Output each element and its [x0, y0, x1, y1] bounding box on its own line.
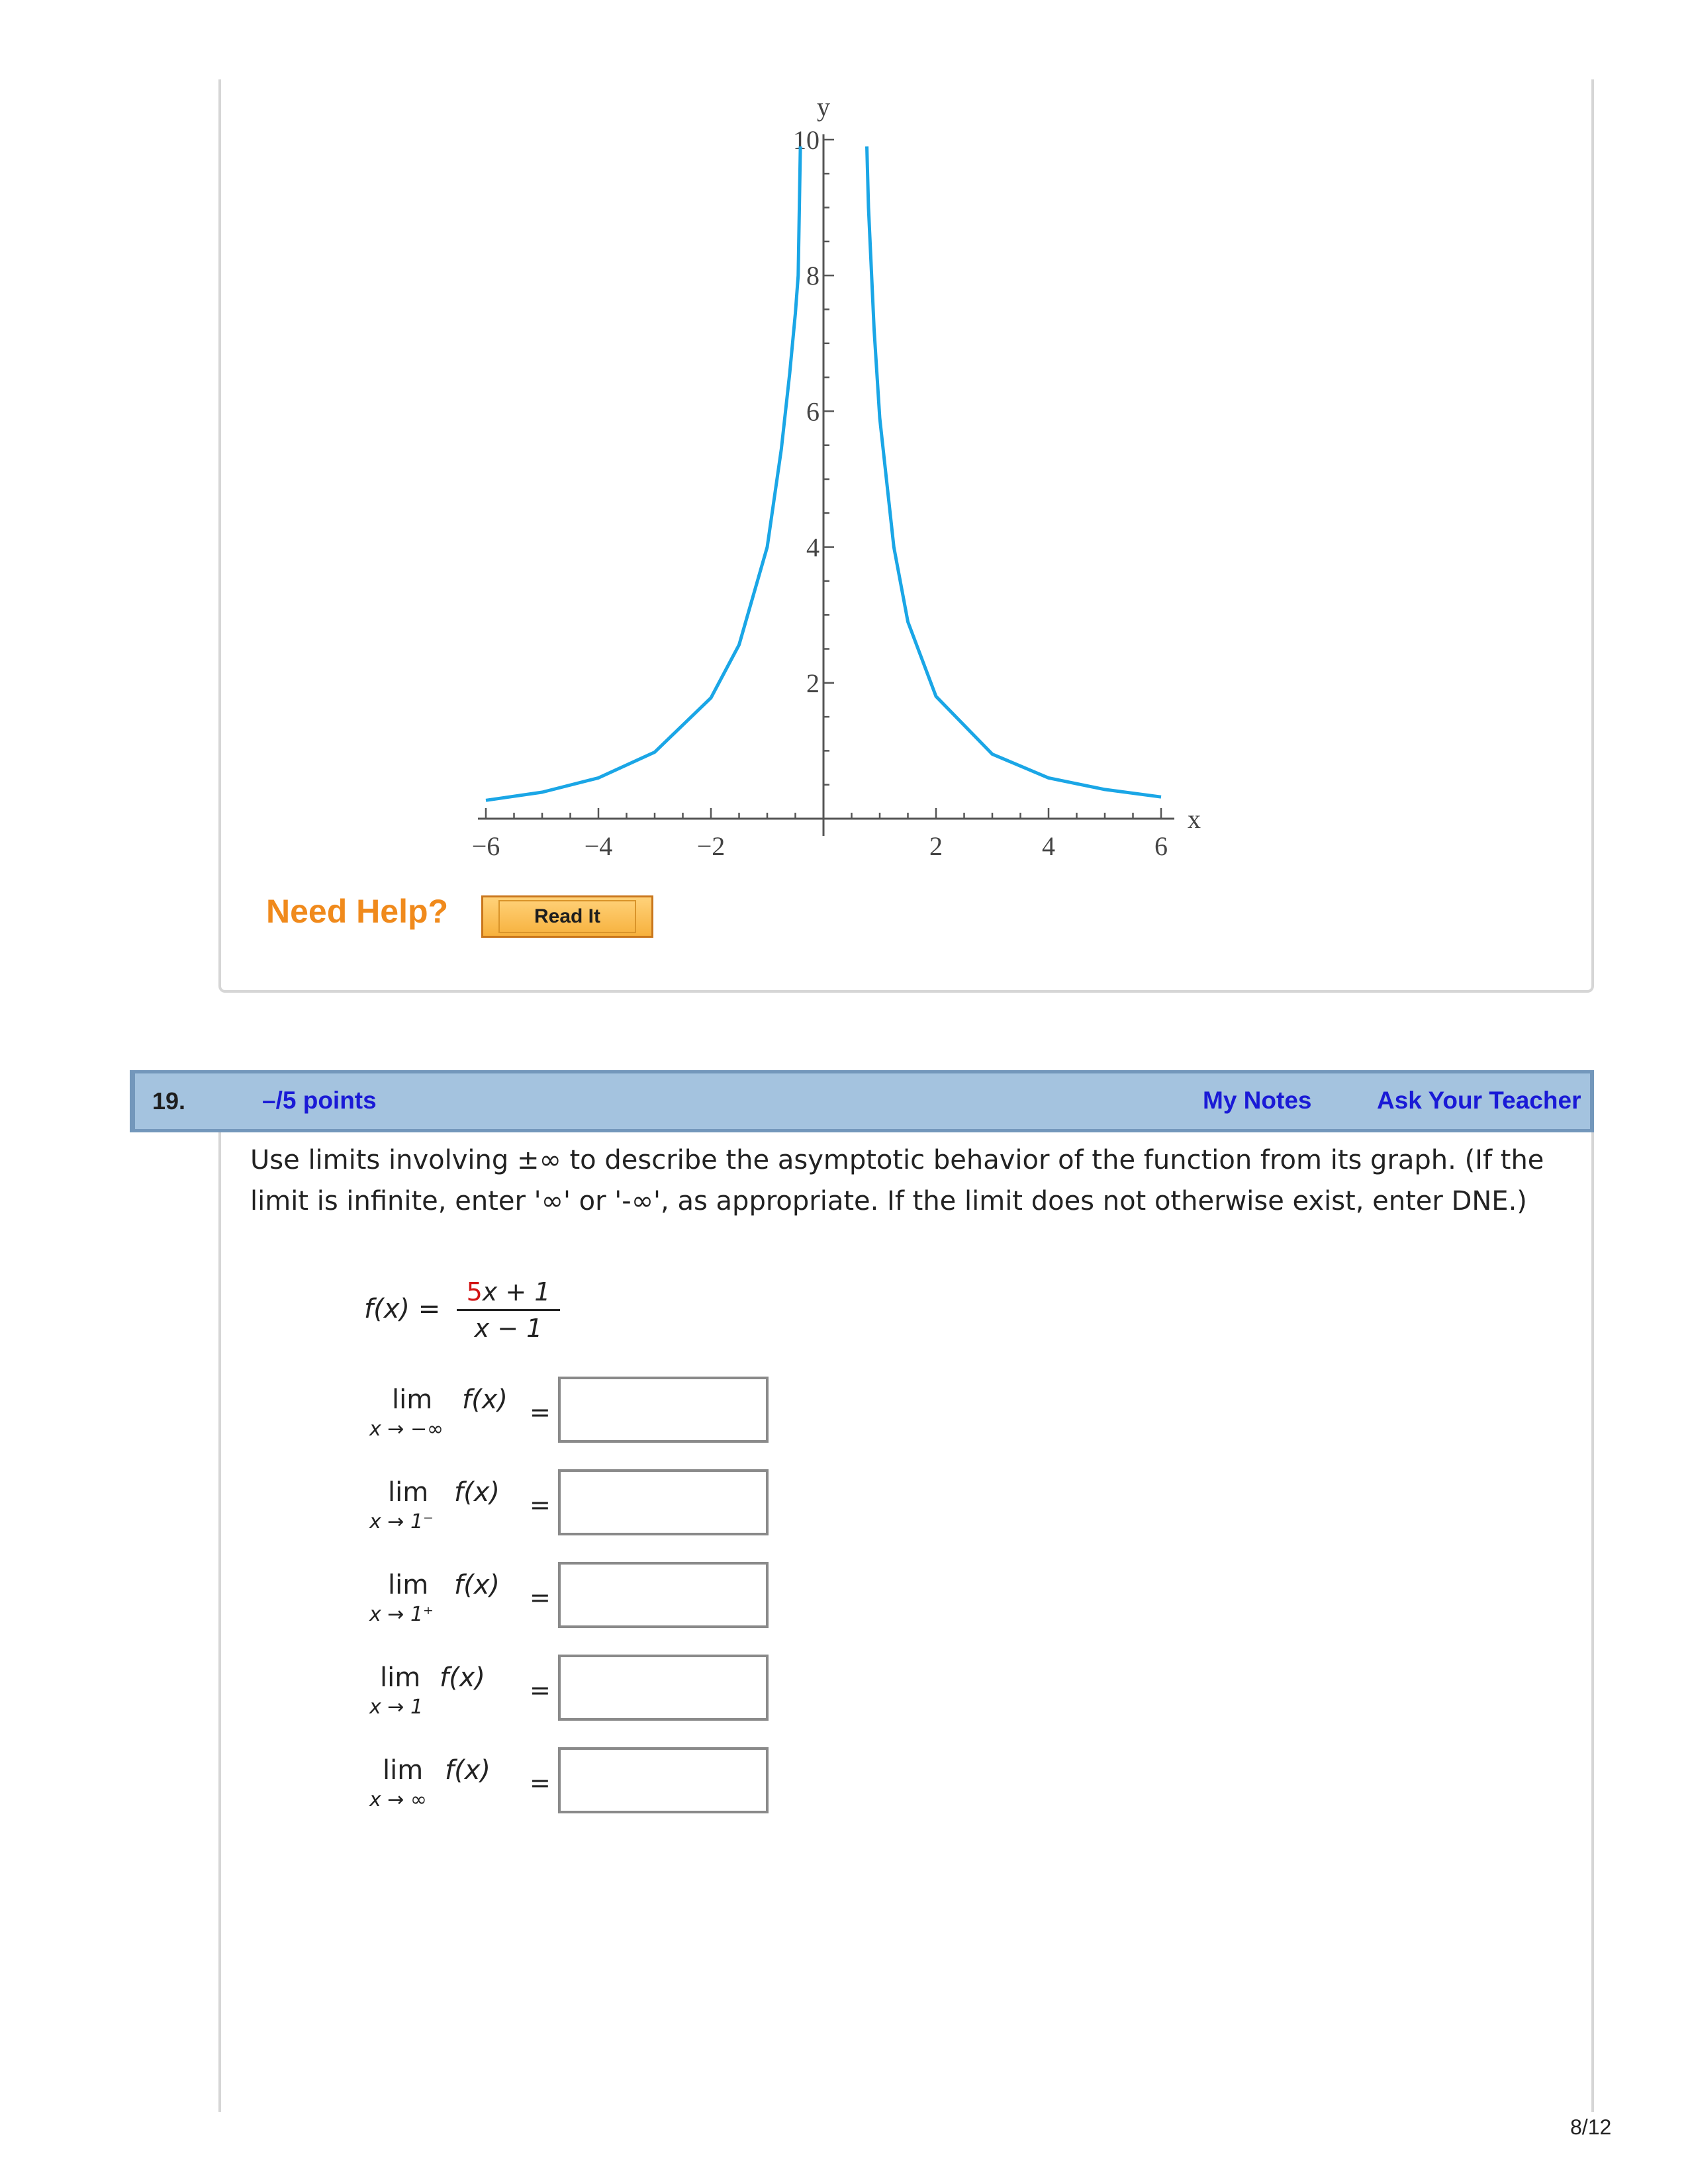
limit-row [364, 1662, 774, 1729]
limit-row [364, 1570, 774, 1636]
x-tick-label: −2 [696, 831, 726, 861]
y-axis-label: y [817, 92, 830, 122]
lim-function: f(x) [454, 1477, 500, 1508]
limit-row [364, 1755, 774, 1821]
y-tick-label: 8 [806, 261, 820, 291]
question-number: 19. [152, 1087, 186, 1115]
y-tick-label: 4 [806, 532, 820, 563]
equals-sign: = [530, 1676, 551, 1705]
answer-input[interactable] [558, 1469, 769, 1535]
x-tick-label: 2 [929, 831, 943, 861]
question-points: –/5 points [262, 1087, 377, 1114]
lim-function: f(x) [462, 1385, 508, 1415]
need-help-label: Need Help? [266, 893, 449, 930]
equals-sign: = [530, 1583, 551, 1612]
answer-input[interactable] [558, 1562, 769, 1628]
numerator-coefficient: 5 [466, 1277, 483, 1306]
function-lhs: f(x) = [364, 1294, 441, 1324]
y-tick-label: 10 [793, 125, 820, 155]
y-tick-label: 6 [806, 396, 820, 427]
numerator-rest: x + 1 [482, 1277, 551, 1306]
question-instructions: Use limits involving ±∞ to describe the asymptotic behavior of the function from its graph. (If the limit is infinite, enter '∞' or '-∞', as appropriate. If the limit does not otherwise exist, enter DNE.) [250, 1145, 1544, 1216]
x-tick-label: −6 [471, 831, 500, 861]
page-number: 8/12 [1570, 2115, 1612, 2139]
graph-ticks [472, 125, 1168, 861]
lim-label: lim [388, 1570, 429, 1600]
lim-subscript: x → 1⁻ [369, 1510, 434, 1533]
lim-subscript: x → 1 [369, 1696, 424, 1719]
read-it-label: Read It [498, 900, 636, 933]
read-it-button[interactable] [481, 895, 653, 938]
lim-subscript: x → −∞ [369, 1418, 444, 1441]
function-fraction [457, 1277, 560, 1343]
limit-row [364, 1385, 774, 1451]
graph-axes [478, 92, 1201, 836]
lim-subscript: x → 1⁺ [369, 1603, 434, 1626]
answer-input[interactable] [558, 1747, 769, 1813]
x-tick-label: −4 [584, 831, 613, 861]
lim-subscript: x → ∞ [369, 1788, 427, 1811]
curve-right-branch [867, 146, 1162, 797]
lim-function: f(x) [454, 1570, 500, 1600]
fraction-denominator: x − 1 [474, 1314, 543, 1343]
curve-left-branch [486, 146, 800, 800]
lim-label: lim [392, 1385, 433, 1415]
ask-your-teacher-link[interactable]: Ask Your Teacher [1377, 1087, 1581, 1114]
lim-function: f(x) [440, 1662, 485, 1693]
x-tick-label: 6 [1154, 831, 1168, 861]
function-graph [371, 79, 1231, 887]
y-tick-label: 2 [806, 668, 820, 698]
lim-label: lim [380, 1662, 421, 1693]
x-tick-label: 4 [1042, 831, 1055, 861]
x-axis-label: x [1188, 804, 1201, 834]
limit-row [364, 1477, 774, 1543]
equals-sign: = [530, 1398, 551, 1427]
lim-label: lim [383, 1755, 424, 1786]
answer-input[interactable] [558, 1655, 769, 1721]
fraction-numerator [457, 1277, 560, 1311]
lim-function: f(x) [445, 1755, 491, 1786]
answer-input[interactable] [558, 1377, 769, 1443]
equals-sign: = [530, 1490, 551, 1520]
equals-sign: = [530, 1768, 551, 1797]
lim-label: lim [388, 1477, 429, 1508]
my-notes-link[interactable]: My Notes [1203, 1087, 1312, 1114]
